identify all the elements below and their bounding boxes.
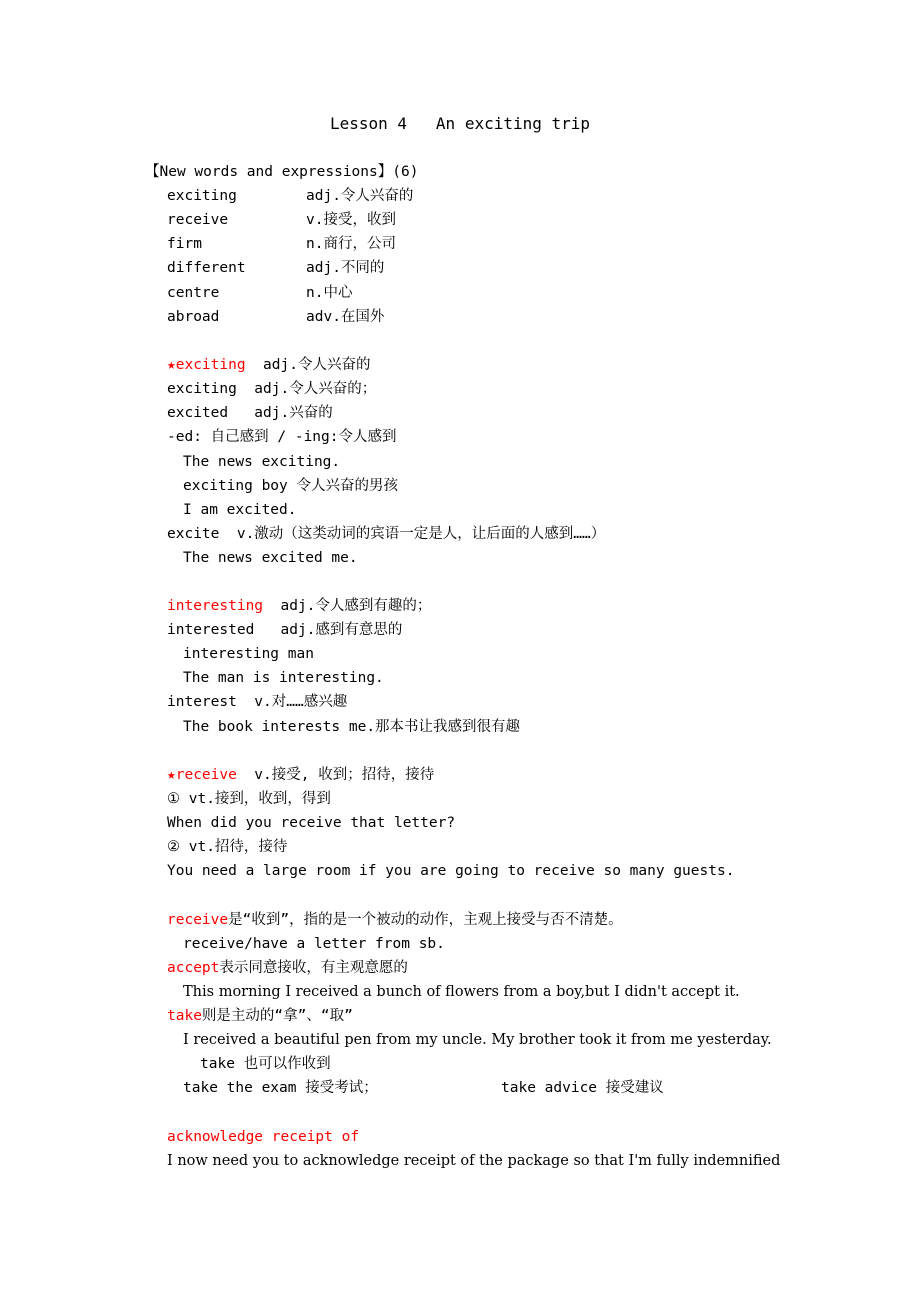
compare-receive xyxy=(167,910,623,930)
heading-word: exciting xyxy=(175,357,246,373)
heading-meaning: adj.令人感到有趣的； xyxy=(263,598,432,614)
vocab-word: receive xyxy=(167,212,229,228)
compare-word: accept xyxy=(167,960,220,976)
sense-line: ② vt.招待，接待 xyxy=(167,839,288,855)
example-line: I now need you to acknowledge receipt of the package so that I'm fully indemnified xyxy=(167,1153,781,1169)
heading-meaning: adj.令人兴奋的 xyxy=(245,357,371,373)
definition-line: interested adj.感到有意思的 xyxy=(167,622,403,638)
vocab-meaning: adj.令人兴奋的 xyxy=(306,188,414,204)
star-icon: ★ xyxy=(167,767,176,783)
vocab-meaning: n.商行，公司 xyxy=(306,236,396,252)
vocab-word: abroad xyxy=(167,309,220,325)
compare-word: take xyxy=(167,1008,202,1024)
sense-line: ① vt.接到，收到，得到 xyxy=(167,791,331,807)
vocab-word: centre xyxy=(167,285,220,301)
vocab-word: exciting xyxy=(167,188,237,204)
note-line: take 也可以作收到 xyxy=(200,1056,331,1072)
definition-line: exciting adj.令人兴奋的； xyxy=(167,381,377,397)
example-line: The news excited me. xyxy=(183,550,358,566)
vocab-meaning: adj.不同的 xyxy=(306,260,385,276)
example-line: This morning I received a bunch of flowers from a boy,but I didn't accept it. xyxy=(183,984,740,1000)
star-icon: ★ xyxy=(167,357,176,373)
example-line: I received a beautiful pen from my uncle. My brother took it from me yesterday. xyxy=(183,1032,772,1048)
vocab-meaning: n.中心 xyxy=(306,285,353,301)
example-line: I am excited. xyxy=(183,502,297,518)
example-line: When did you receive that letter? xyxy=(167,815,456,831)
compare-word: receive xyxy=(167,912,229,928)
definition-line: excited adj.兴奋的 xyxy=(167,405,333,421)
exciting-heading xyxy=(167,355,370,375)
vocab-meaning: v.接受，收到 xyxy=(306,212,396,228)
compare-take xyxy=(167,1006,353,1026)
page-title: Lesson 4 An exciting trip xyxy=(329,114,591,133)
example-line: exciting boy 令人兴奋的男孩 xyxy=(183,478,398,494)
compare-text: 则是主动的“拿”、“取” xyxy=(201,1008,353,1024)
acknowledge-heading: acknowledge receipt of xyxy=(167,1129,360,1145)
vocab-meaning: adv.在国外 xyxy=(306,309,385,325)
heading-word: receive xyxy=(175,767,237,783)
vocab-header: 【New words and expressions】(6) xyxy=(145,164,419,180)
example-line: The book interests me.那本书让我感到很有趣 xyxy=(183,719,521,735)
definition-line: excite v.激动（这类动词的宾语一定是人，让后面的人感到……） xyxy=(167,526,606,542)
example-line: receive/have a letter from sb. xyxy=(183,936,445,952)
compare-text: 是“收到”，指的是一个被动的动作，主观上接受与否不清楚。 xyxy=(228,912,623,928)
compare-accept xyxy=(167,958,408,978)
example-line: The news exciting. xyxy=(183,454,341,470)
interesting-heading xyxy=(167,596,431,616)
heading-meaning: v.接受, 收到；招待，接待 xyxy=(236,767,435,783)
example-line: interesting man xyxy=(183,646,314,662)
example-line: You need a large room if you are going to receive so many guests. xyxy=(167,863,735,879)
vocab-word: different xyxy=(167,260,246,276)
compare-text: 表示同意接收，有主观意愿的 xyxy=(219,960,408,976)
vocab-word: firm xyxy=(167,236,202,252)
phrase-line: take the exam 接受考试； xyxy=(183,1080,378,1096)
phrase-line: take advice 接受建议 xyxy=(501,1080,664,1096)
receive-heading xyxy=(167,765,434,785)
example-line: The man is interesting. xyxy=(183,670,384,686)
definition-line: interest v.对……感兴趣 xyxy=(167,694,348,710)
definition-line: -ed: 自己感到 / -ing:令人感到 xyxy=(167,429,397,445)
heading-word: interesting xyxy=(167,598,264,614)
